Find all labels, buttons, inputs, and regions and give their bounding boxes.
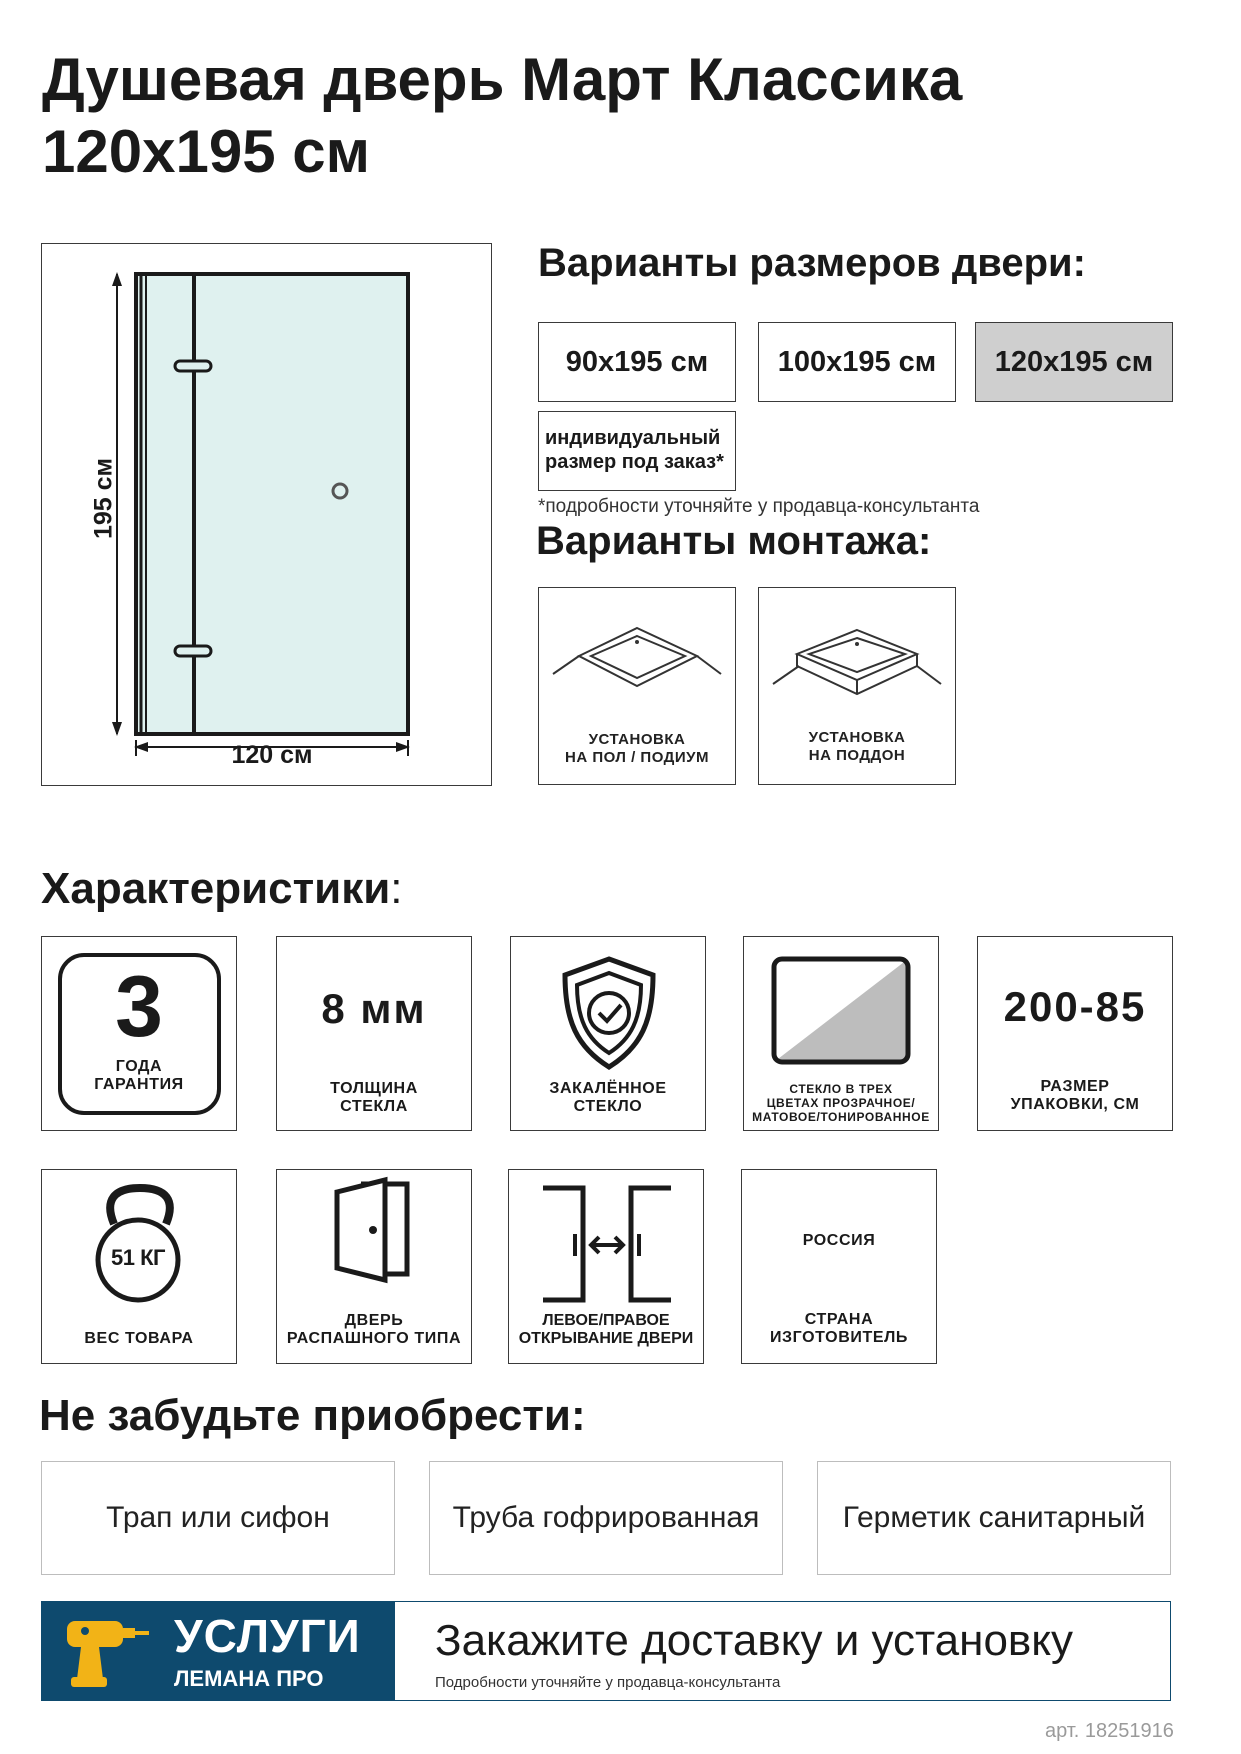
package-line2: УПАКОВКИ, СМ	[1010, 1096, 1140, 1113]
mount-tray-line1: УСТАНОВКА	[808, 729, 906, 746]
accessory-drain[interactable]: Трап или сифон	[41, 1461, 395, 1575]
spec-glass-colors	[743, 936, 939, 1131]
specs-heading-colon: :	[390, 864, 403, 913]
glass-colors-line2: ЦВЕТАХ ПРОЗРАЧНОЕ/	[766, 1096, 916, 1110]
glass-colors-line3: МАТОВОЕ/ТОНИРОВАННОЕ	[752, 1110, 930, 1124]
warranty-line1: ГОДА	[115, 1058, 163, 1075]
custom-size-line1: индивидуальный	[545, 427, 721, 449]
mount-option-tray[interactable]	[758, 587, 956, 785]
mount-floor-line2: НА ПОЛ / ПОДИУМ	[565, 749, 709, 766]
services-cta[interactable]	[394, 1601, 1171, 1701]
mount-option-floor[interactable]	[538, 587, 736, 785]
spec-warranty	[41, 936, 237, 1131]
custom-size-line2: размер под заказ*	[545, 451, 724, 473]
specs-heading-text: Характеристики	[41, 864, 391, 913]
door-type-line1: ДВЕРЬ	[344, 1312, 404, 1329]
spec-door-type	[276, 1169, 472, 1364]
left-right-opening-icon	[509, 1178, 705, 1318]
mount-floor-line1: УСТАНОВКА	[588, 731, 686, 748]
thickness-line2: СТЕКЛА	[340, 1098, 408, 1115]
sizes-heading: Варианты размеров двери:	[538, 241, 1086, 285]
height-label: 195 см	[89, 457, 118, 540]
package-value: 200-85	[1003, 983, 1147, 1030]
country-line1: СТРАНА	[804, 1311, 874, 1328]
raised-tray-icon	[759, 608, 955, 718]
size-option-120-selected[interactable]: 120x195 см	[975, 322, 1173, 402]
services-headline: Закажите доставку и установку	[435, 1616, 1074, 1665]
spec-opening	[508, 1169, 704, 1364]
thickness-value: 8 мм	[321, 985, 427, 1032]
swing-door-icon	[277, 1174, 473, 1304]
glass-colors-icon	[744, 947, 940, 1077]
floor-tray-icon	[539, 608, 735, 708]
tempered-line1: ЗАКАЛЁННОЕ	[549, 1080, 667, 1097]
size-option-90[interactable]: 90x195 см	[538, 322, 736, 402]
thickness-line1: ТОЛЩИНА	[330, 1080, 418, 1097]
opening-line2: ОТКРЫВАНИЕ ДВЕРИ	[518, 1330, 694, 1347]
door-drawing	[41, 243, 492, 786]
warranty-line2: ГАРАНТИЯ	[94, 1076, 184, 1093]
width-label: 120 см	[231, 741, 313, 769]
country-value: РОССИЯ	[802, 1232, 876, 1249]
services-subtitle: ЛЕМАНА ПРО	[174, 1666, 324, 1691]
accessory-pipe[interactable]: Труба гофрированная	[429, 1461, 783, 1575]
glass-colors-line1: СТЕКЛО В ТРЕХ	[789, 1082, 893, 1096]
spec-package	[977, 936, 1173, 1131]
accessory-sealant[interactable]: Герметик санитарный	[817, 1461, 1171, 1575]
spec-tempered	[510, 936, 706, 1131]
size-option-100[interactable]: 100x195 см	[758, 322, 956, 402]
article-number: арт. 18251916	[1045, 1720, 1174, 1742]
warranty-value: 3	[115, 959, 163, 1055]
accessories-heading: Не забудьте приобрести:	[39, 1391, 586, 1440]
mount-tray-line2: НА ПОДДОН	[808, 747, 906, 764]
weight-value: 51 КГ	[111, 1245, 165, 1270]
services-badge[interactable]	[41, 1601, 394, 1701]
spec-country	[741, 1169, 937, 1364]
sizes-footnote: *подробности уточняйте у продавца-консультанта	[538, 496, 980, 517]
shield-check-icon	[511, 951, 707, 1081]
opening-line1: ЛЕВОЕ/ПРАВОЕ	[542, 1312, 670, 1329]
size-option-custom[interactable]	[538, 411, 736, 491]
services-note: Подробности уточняйте у продавца-консультанта	[435, 1674, 781, 1691]
weight-line1: ВЕС ТОВАРА	[84, 1330, 194, 1347]
spec-thickness	[276, 936, 472, 1131]
services-title: УСЛУГИ	[174, 1610, 361, 1662]
mounting-heading: Варианты монтажа:	[536, 519, 932, 563]
specs-heading	[41, 866, 403, 912]
door-type-line2: РАСПАШНОГО ТИПА	[286, 1330, 462, 1347]
package-line1: РАЗМЕР	[1040, 1078, 1110, 1095]
drill-icon	[63, 1613, 153, 1693]
tempered-line2: СТЕКЛО	[573, 1098, 643, 1115]
page-title: Душевая дверь Март Классика 120x195 см	[42, 46, 963, 185]
country-line2: ИЗГОТОВИТЕЛЬ	[769, 1329, 909, 1346]
spec-weight	[41, 1169, 237, 1364]
